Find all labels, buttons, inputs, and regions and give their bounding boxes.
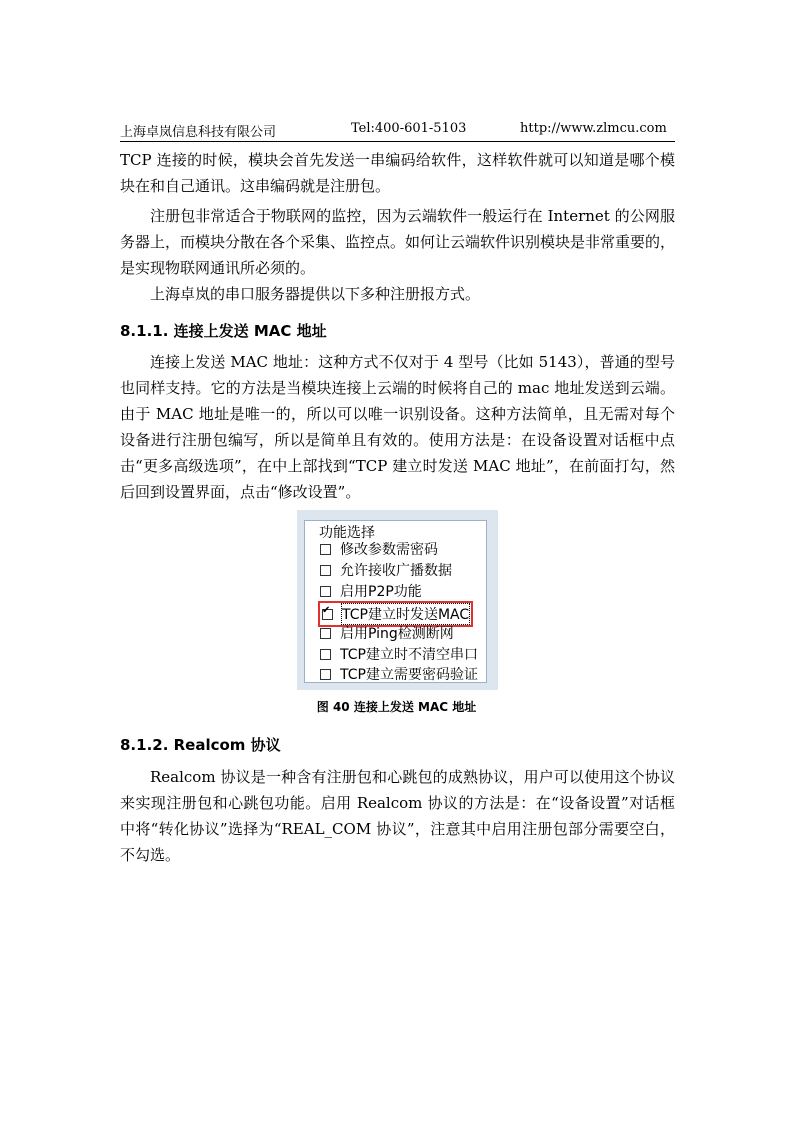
option-ping-detect[interactable] — [320, 623, 454, 643]
option-label: TCP建立时不清空串口 — [340, 647, 478, 663]
header-company: 上海卓岚信息科技有限公司 — [120, 125, 277, 140]
option-label: 启用P2P功能 — [340, 584, 422, 600]
group-legend: 功能选择 — [316, 522, 378, 542]
checkbox-icon[interactable] — [320, 565, 331, 576]
checkbox-checked-icon[interactable] — [322, 609, 333, 620]
function-select-group — [304, 520, 487, 683]
checkbox-icon[interactable] — [320, 669, 331, 680]
figure-caption: 图 40 连接上发送 MAC 地址 — [316, 700, 477, 714]
paragraph-5: Realcom 协议是一种含有注册包和心跳包的成熟协议，用户可以使用这个协议来实现注册包和心跳包功能。启用 Realcom 协议的方法是：在“设备设置”对话框中将“转化协议”选择为“REAL_COM 协议”，注意其中启用注册包部分需要空白，不勾选。 — [120, 768, 675, 864]
option-label: TCP建立需要密码验证 — [340, 667, 478, 683]
checkbox-icon[interactable] — [320, 586, 331, 597]
paragraph-3: 上海卓岚的串口服务器提供以下多种注册报方式。 — [150, 285, 481, 303]
paragraph-2: 注册包非常适合于物联网的监控，因为云端软件一般运行在 Internet 的公网服务器上，而模块分散在各个采集、监控点。如何让云端软件识别模块是非常重要的，是实现物联网通讯所必须的。 — [120, 207, 676, 277]
paragraph-1: TCP 连接的时候，模块会首先发送一串编码给软件，这样软件就可以知道是哪个模块在和自己通讯。这串编码就是注册包。 — [120, 151, 675, 195]
option-tcp-password-verify[interactable] — [320, 664, 478, 684]
option-label: 修改参数需密码 — [340, 542, 438, 558]
section-heading-8-1-1: 8.1.1. 连接上发送 MAC 地址 — [120, 322, 327, 340]
option-no-clear-serial[interactable] — [320, 644, 478, 664]
function-select-dialog — [297, 510, 498, 690]
checkbox-icon[interactable] — [320, 544, 331, 555]
option-label: TCP建立时发送MAC — [342, 604, 469, 624]
checkbox-icon[interactable] — [320, 628, 331, 639]
paragraph-4: 连接上发送 MAC 地址：这种方式不仅对于 4 型号（比如 5143），普通的型号也同样支持。它的方法是当模块连接上云端的时候将自己的 mac 地址发送到云端。由于 MAC 地址是唯一的，所以可以唯一识别设备。这种方法简单，且无需对每个设备进行注册包编写，所以是简单且有效的。使用方法是：在设备设置对话框中点击“更多高级选项”，在中上部找到“TCP 建立时发送 MAC 地址”，在前面打勾，然后回到设置界面，点击“修改设置”。 — [120, 353, 675, 501]
checkbox-icon[interactable] — [320, 649, 331, 660]
option-enable-p2p[interactable] — [320, 581, 422, 601]
option-label: 启用Ping检测断网 — [340, 626, 454, 642]
option-modify-params-password[interactable] — [320, 539, 438, 559]
page-header — [120, 121, 675, 142]
header-tel: Tel:400-601-5103 — [351, 121, 467, 136]
option-allow-broadcast[interactable] — [320, 560, 452, 580]
option-label: 允许接收广播数据 — [340, 563, 452, 579]
header-url: http://www.zlmcu.com — [520, 121, 667, 136]
section-heading-8-1-2: 8.1.2. Realcom 协议 — [120, 736, 281, 754]
